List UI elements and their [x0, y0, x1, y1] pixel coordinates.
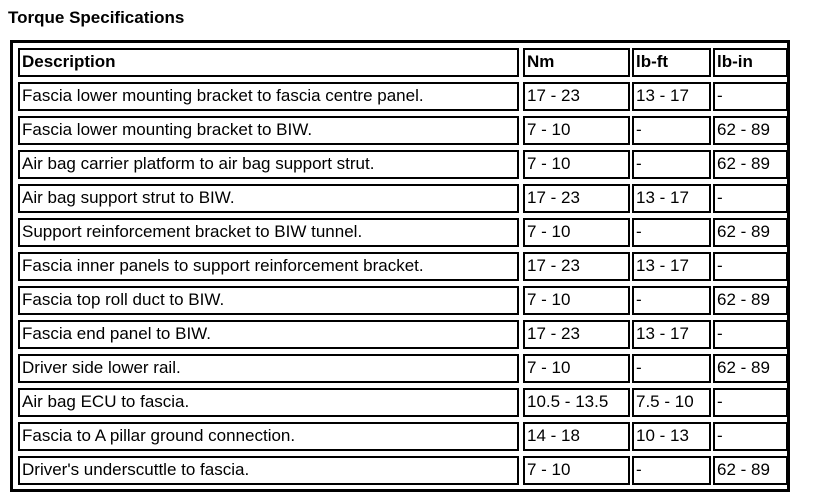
- cell-nm: 7 - 10: [523, 150, 630, 179]
- cell-description: Air bag carrier platform to air bag support strut.: [18, 150, 519, 179]
- cell-lb-ft: -: [632, 456, 711, 485]
- cell-lb-ft: 13 - 17: [632, 252, 711, 281]
- cell-description: Air bag support strut to BIW.: [18, 184, 519, 213]
- cell-nm: 7 - 10: [523, 286, 630, 315]
- cell-lb-in: 62 - 89: [713, 354, 788, 383]
- cell-lb-ft: 10 - 13: [632, 422, 711, 451]
- header-cell-nm: Nm: [523, 48, 630, 77]
- cell-description: Support reinforcement bracket to BIW tunnel.: [18, 218, 519, 247]
- cell-lb-in: -: [713, 422, 788, 451]
- cell-lb-in: 62 - 89: [713, 150, 788, 179]
- cell-description: Fascia to A pillar ground connection.: [18, 422, 519, 451]
- cell-lb-ft: -: [632, 116, 711, 145]
- page-title: Torque Specifications: [8, 8, 185, 27]
- cell-lb-ft: -: [632, 354, 711, 383]
- cell-description: Fascia inner panels to support reinforcement bracket.: [18, 252, 519, 281]
- cell-nm: 7 - 10: [523, 116, 630, 145]
- cell-nm: 17 - 23: [523, 252, 630, 281]
- cell-nm: 17 - 23: [523, 320, 630, 349]
- header-cell-lb-in: lb-in: [713, 48, 788, 77]
- cell-lb-in: -: [713, 252, 788, 281]
- cell-lb-in: -: [713, 184, 788, 213]
- cell-nm: 10.5 - 13.5: [523, 388, 630, 417]
- cell-lb-in: -: [713, 388, 788, 417]
- cell-nm: 7 - 10: [523, 456, 630, 485]
- cell-lb-in: -: [713, 82, 788, 111]
- cell-description: Fascia lower mounting bracket to BIW.: [18, 116, 519, 145]
- cell-lb-ft: -: [632, 218, 711, 247]
- cell-lb-in: 62 - 89: [713, 286, 788, 315]
- cell-description: Driver's underscuttle to fascia.: [18, 456, 519, 485]
- cell-description: Fascia end panel to BIW.: [18, 320, 519, 349]
- cell-lb-in: 62 - 89: [713, 456, 788, 485]
- cell-lb-ft: 13 - 17: [632, 82, 711, 111]
- cell-lb-ft: 13 - 17: [632, 184, 711, 213]
- cell-description: Driver side lower rail.: [18, 354, 519, 383]
- cell-description: Fascia top roll duct to BIW.: [18, 286, 519, 315]
- cell-nm: 7 - 10: [523, 354, 630, 383]
- cell-lb-ft: -: [632, 286, 711, 315]
- cell-description: Air bag ECU to fascia.: [18, 388, 519, 417]
- cell-nm: 7 - 10: [523, 218, 630, 247]
- cell-nm: 17 - 23: [523, 184, 630, 213]
- cell-lb-ft: 7.5 - 10: [632, 388, 711, 417]
- header-cell-lb-ft: lb-ft: [632, 48, 711, 77]
- cell-lb-in: 62 - 89: [713, 116, 788, 145]
- cell-lb-ft: 13 - 17: [632, 320, 711, 349]
- cell-nm: 17 - 23: [523, 82, 630, 111]
- cell-description: Fascia lower mounting bracket to fascia centre panel.: [18, 82, 519, 111]
- cell-lb-in: 62 - 89: [713, 218, 788, 247]
- cell-lb-ft: -: [632, 150, 711, 179]
- torque-table: [10, 40, 790, 492]
- cell-lb-in: -: [713, 320, 788, 349]
- cell-nm: 14 - 18: [523, 422, 630, 451]
- header-cell-description: Description: [18, 48, 519, 77]
